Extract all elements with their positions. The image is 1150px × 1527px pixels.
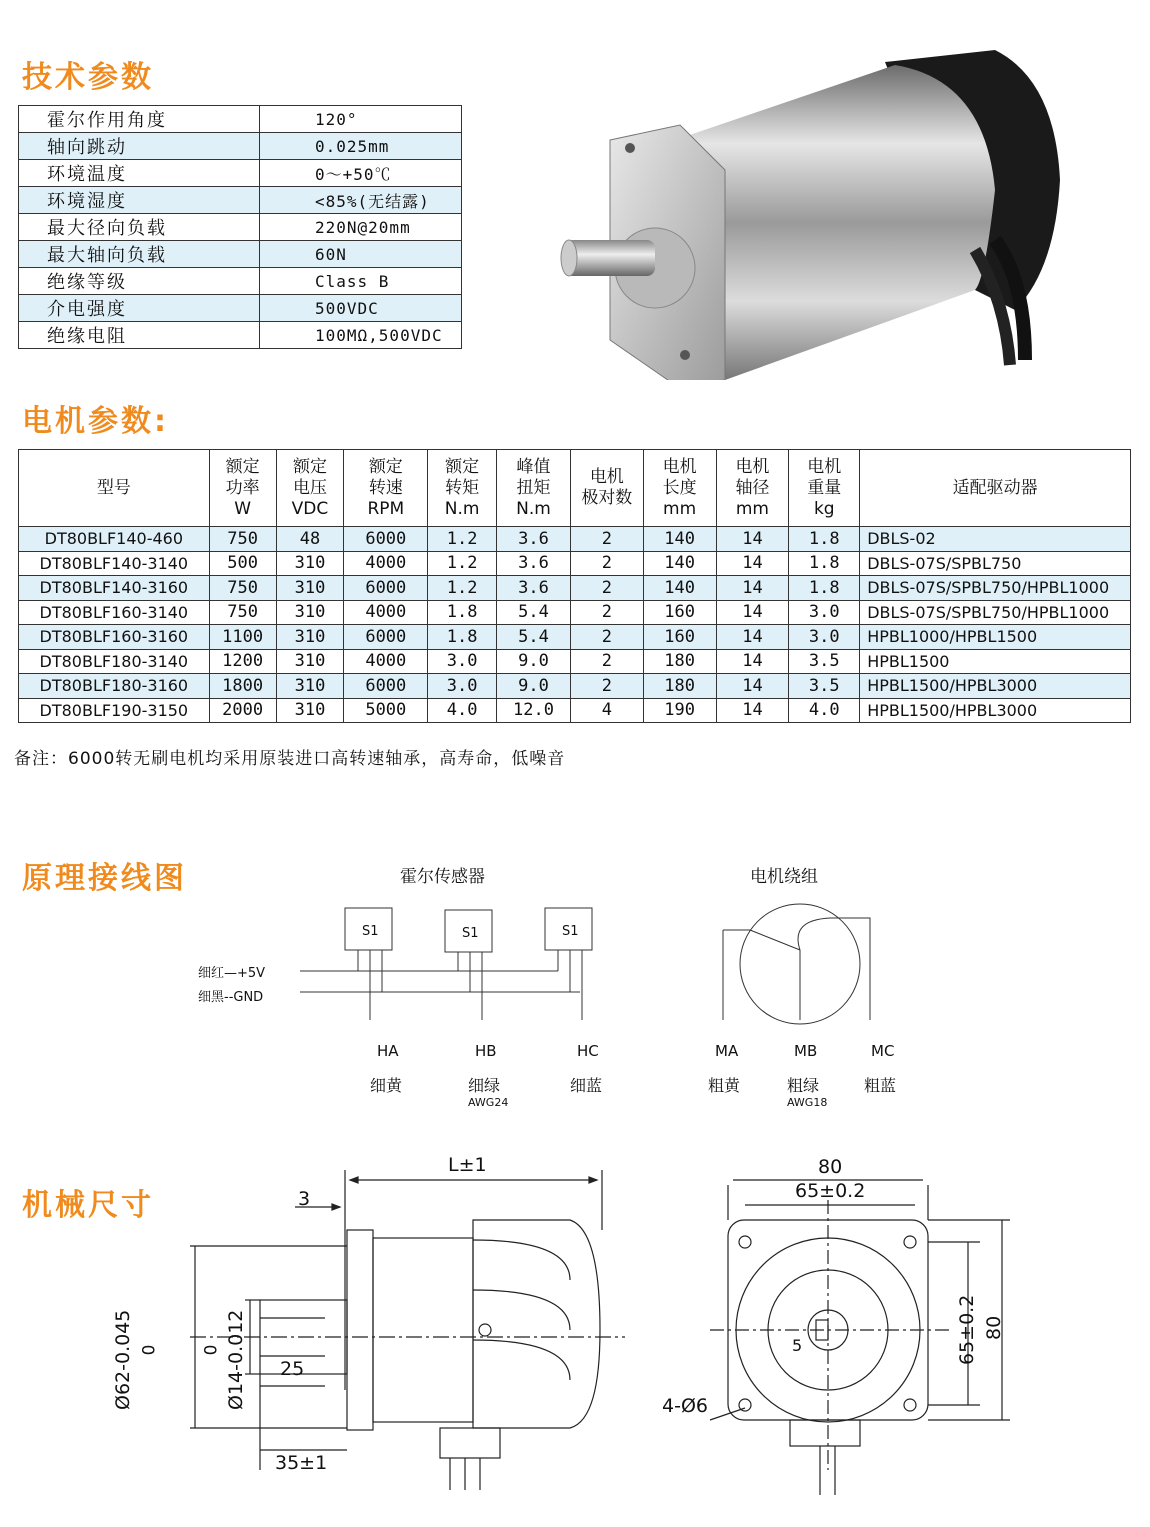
motor-cell: 5.4 xyxy=(497,625,571,650)
tech-params-table xyxy=(18,105,462,349)
motor-header-line: N.m xyxy=(516,498,551,519)
motor-cell: 1.8 xyxy=(789,576,860,601)
motor-cell: 14 xyxy=(716,551,789,576)
motor-cell: 5.4 xyxy=(497,600,571,625)
motor-terminal-code: MB xyxy=(794,1042,818,1060)
motor-header-line: kg xyxy=(813,498,835,519)
motor-cell: DT80BLF140-3140 xyxy=(19,551,210,576)
motor-shaft xyxy=(565,240,655,276)
motor-row xyxy=(19,649,1131,674)
motor-cell: 1.8 xyxy=(789,527,860,552)
motor-cell: 2 xyxy=(570,674,643,699)
motor-header-line: VDC xyxy=(291,498,329,519)
hall-sensor-title: 霍尔传感器 xyxy=(400,867,485,887)
motor-cell: 6000 xyxy=(344,576,428,601)
motor-cell: 14 xyxy=(716,649,789,674)
motor-cell: 3.6 xyxy=(497,576,571,601)
motor-header-line: 电机 xyxy=(807,456,842,477)
motor-cell: 3.5 xyxy=(789,649,860,674)
motor-header-cell xyxy=(497,450,571,527)
dim-shaft-dia-tol: 0 xyxy=(201,1344,222,1356)
tech-param-value: 500VDC xyxy=(260,295,462,322)
tech-param-name: 轴向跳动 xyxy=(19,133,260,160)
motor-cell: 1.2 xyxy=(428,551,497,576)
motor-cell: 5000 xyxy=(344,698,428,723)
dim-hole-pitch: 65±0.2 xyxy=(795,1180,866,1202)
motor-header-cell xyxy=(716,450,789,527)
motor-header-line: 功率 xyxy=(225,477,260,498)
motor-cell: 48 xyxy=(276,527,344,552)
tech-param-value: Class B xyxy=(260,268,462,295)
tech-param-name: 环境湿度 xyxy=(19,187,260,214)
motor-cell: 140 xyxy=(643,551,716,576)
motor-photo xyxy=(555,40,1075,380)
dim-key-width: 5 xyxy=(792,1336,803,1355)
side-view-drawing xyxy=(150,1150,630,1520)
motor-cell: 1.8 xyxy=(428,600,497,625)
motor-cell: DT80BLF140-460 xyxy=(19,527,210,552)
tech-param-name: 绝缘等级 xyxy=(19,268,260,295)
motor-cell: DT80BLF140-3160 xyxy=(19,576,210,601)
mech-title: 机械尺寸 xyxy=(22,1188,154,1223)
motor-cell: 190 xyxy=(643,698,716,723)
motor-cell: DT80BLF180-3160 xyxy=(19,674,210,699)
motor-cell: 1.8 xyxy=(789,551,860,576)
tech-param-name: 最大径向负载 xyxy=(19,214,260,241)
motor-header-cell xyxy=(276,450,344,527)
dim-shaft-length: 35±1 xyxy=(275,1452,328,1474)
motor-cell: 14 xyxy=(716,527,789,552)
motor-cell: HPBL1500 xyxy=(860,649,1131,674)
motor-cell: DT80BLF190-3150 xyxy=(19,698,210,723)
motor-cell: 4000 xyxy=(344,551,428,576)
tech-param-row xyxy=(19,322,462,349)
tech-param-name: 介电强度 xyxy=(19,295,260,322)
motor-cell: HPBL1500/HPBL3000 xyxy=(860,674,1131,699)
tech-param-row xyxy=(19,241,462,268)
motor-header-line: N.m xyxy=(444,498,480,519)
motor-header-line: RPM xyxy=(367,498,405,519)
motor-cell: HPBL1000/HPBL1500 xyxy=(860,625,1131,650)
motor-header-cell xyxy=(643,450,716,527)
tech-param-row xyxy=(19,187,462,214)
motor-params-table xyxy=(18,449,1131,723)
hall-terminal-code: HB xyxy=(475,1042,497,1060)
motor-cell: 180 xyxy=(643,649,716,674)
motor-cell: 3.6 xyxy=(497,551,571,576)
tech-params-title: 技术参数 xyxy=(22,60,154,95)
dim-holes: 4-Ø6 xyxy=(662,1395,708,1417)
motor-cell: 2 xyxy=(570,625,643,650)
dim-flange-dia-tol: 0 xyxy=(139,1344,160,1356)
motor-cell: 310 xyxy=(276,674,344,699)
tech-param-row xyxy=(19,214,462,241)
tech-param-name: 环境温度 xyxy=(19,160,260,187)
tech-param-name: 霍尔作用角度 xyxy=(19,106,260,133)
motor-header-cell xyxy=(19,450,210,527)
motor-row xyxy=(19,551,1131,576)
motor-header-cell xyxy=(860,450,1131,527)
motor-header-line: 轴径 xyxy=(735,477,770,498)
tech-param-row xyxy=(19,160,462,187)
motor-row xyxy=(19,625,1131,650)
motor-cell: 9.0 xyxy=(497,649,571,674)
tech-param-row xyxy=(19,295,462,322)
hall-terminal-color: 细绿 xyxy=(468,1076,501,1095)
motor-header-line: 转矩 xyxy=(445,477,480,498)
tech-param-value: 60N xyxy=(260,241,462,268)
motor-cell: 14 xyxy=(716,625,789,650)
dim-width: 80 xyxy=(818,1156,843,1178)
motor-row xyxy=(19,600,1131,625)
motor-terminal-awg: AWG18 xyxy=(787,1096,828,1109)
motor-cell: 1.8 xyxy=(428,625,497,650)
motor-cell: 310 xyxy=(276,625,344,650)
motor-params-title: 电机参数: xyxy=(22,404,169,439)
motor-cell: 9.0 xyxy=(497,674,571,699)
dim-shaft-dia: Ø14-0.012 xyxy=(225,1309,247,1410)
motor-header-cell xyxy=(344,450,428,527)
tech-param-row xyxy=(19,106,462,133)
tech-param-row xyxy=(19,268,462,295)
motor-cell: 6000 xyxy=(344,674,428,699)
motor-cell: DBLS-07S/SPBL750 xyxy=(860,551,1131,576)
tech-param-value: <85%(无结露) xyxy=(260,187,462,214)
dim-length: L±1 xyxy=(448,1154,487,1176)
motor-cell: 2 xyxy=(570,649,643,674)
motor-cell: 1800 xyxy=(209,674,276,699)
motor-cell: 310 xyxy=(276,698,344,723)
motor-header-line: 电机 xyxy=(589,467,624,487)
motor-cell: 750 xyxy=(209,576,276,601)
dim-flange-dia: Ø62-0.045 xyxy=(112,1309,134,1410)
motor-cell: 1.2 xyxy=(428,576,497,601)
motor-row xyxy=(19,576,1131,601)
motor-cell: DT80BLF160-3160 xyxy=(19,625,210,650)
motor-header-cell xyxy=(789,450,860,527)
sensor-label-2: S1 xyxy=(462,926,479,941)
motor-cell: 3.0 xyxy=(428,649,497,674)
motor-header-line: 型号 xyxy=(96,477,131,498)
motor-cell: DT80BLF160-3140 xyxy=(19,600,210,625)
motor-header-line: 长度 xyxy=(662,477,697,498)
motor-cell: 6000 xyxy=(344,527,428,552)
wiring-title: 原理接线图 xyxy=(22,861,187,896)
motor-terminal-color: 粗绿 xyxy=(787,1076,820,1095)
motor-terminal-color: 粗蓝 xyxy=(864,1076,897,1095)
motor-header-line: 极对数 xyxy=(581,488,633,508)
motor-header-line: 额定 xyxy=(292,456,327,477)
dim-key-length: 25 xyxy=(280,1358,305,1380)
motor-cell: DBLS-07S/SPBL750/HPBL1000 xyxy=(860,576,1131,601)
hall-terminal-color: 细蓝 xyxy=(570,1076,603,1095)
motor-cell: 140 xyxy=(643,576,716,601)
motor-row xyxy=(19,527,1131,552)
motor-cell: 160 xyxy=(643,600,716,625)
motor-cell: 1200 xyxy=(209,649,276,674)
motor-cell: 4000 xyxy=(344,600,428,625)
motor-cell: 3.6 xyxy=(497,527,571,552)
note: 备注：6000转无刷电机均采用原装进口高转速轴承，高寿命，低噪音 xyxy=(14,749,566,769)
motor-cell: 160 xyxy=(643,625,716,650)
motor-cell: HPBL1500/HPBL3000 xyxy=(860,698,1131,723)
motor-cell: 310 xyxy=(276,600,344,625)
motor-header-line: mm xyxy=(735,498,769,519)
motor-header-line: 额定 xyxy=(368,456,403,477)
motor-cell: 500 xyxy=(209,551,276,576)
dim-flange-gap: 3 xyxy=(298,1188,311,1210)
motor-cell: 4.0 xyxy=(428,698,497,723)
motor-cell: 310 xyxy=(276,649,344,674)
motor-cell: 750 xyxy=(209,527,276,552)
motor-cell: 1100 xyxy=(209,625,276,650)
motor-cell: DBLS-02 xyxy=(860,527,1131,552)
tech-param-name: 最大轴向负载 xyxy=(19,241,260,268)
motor-terminal-code: MC xyxy=(871,1042,895,1060)
tech-param-name: 绝缘电阻 xyxy=(19,322,260,349)
motor-cell: DT80BLF180-3140 xyxy=(19,649,210,674)
motor-winding-title: 电机绕组 xyxy=(750,867,818,887)
motor-cell: 4.0 xyxy=(789,698,860,723)
motor-cell: 14 xyxy=(716,674,789,699)
motor-header-line: 电机 xyxy=(735,456,770,477)
motor-header-cell xyxy=(209,450,276,527)
sensor-label-1: S1 xyxy=(362,924,379,939)
motor-header-line: 峰值 xyxy=(516,456,551,477)
motor-cell: 3.0 xyxy=(428,674,497,699)
hall-terminal-code: HC xyxy=(577,1042,599,1060)
motor-header-line: 适配驱动器 xyxy=(952,477,1038,498)
tech-param-row xyxy=(19,133,462,160)
motor-cell: 14 xyxy=(716,698,789,723)
motor-cell: 2 xyxy=(570,527,643,552)
motor-cell: 14 xyxy=(716,576,789,601)
motor-terminal-color: 粗黄 xyxy=(708,1076,741,1095)
dim-side-width: 80 xyxy=(983,1315,1005,1340)
motor-header-line: 额定 xyxy=(225,456,260,477)
side-endcap xyxy=(473,1220,600,1428)
motor-row xyxy=(19,698,1131,723)
dim-side-pitch: 65±0.2 xyxy=(956,1294,978,1365)
motor-cell: 6000 xyxy=(344,625,428,650)
motor-cell: 2 xyxy=(570,551,643,576)
motor-header-line: 额定 xyxy=(445,456,480,477)
motor-cell: 3.0 xyxy=(789,600,860,625)
sensor-label-3: S1 xyxy=(562,924,579,939)
motor-cell: 12.0 xyxy=(497,698,571,723)
hall-terminal-awg: AWG24 xyxy=(468,1096,509,1109)
motor-cell: 4000 xyxy=(344,649,428,674)
motor-cell: 3.0 xyxy=(789,625,860,650)
motor-header-cell xyxy=(570,450,643,527)
motor-cell: 14 xyxy=(716,600,789,625)
motor-cell: 1.2 xyxy=(428,527,497,552)
tech-param-value: 0.025mm xyxy=(260,133,462,160)
motor-cell: 2 xyxy=(570,600,643,625)
motor-header-line: 扭矩 xyxy=(516,477,551,498)
motor-header-line: mm xyxy=(663,498,697,519)
side-flange xyxy=(347,1230,373,1430)
tech-param-value: 220N@20mm xyxy=(260,214,462,241)
motor-header-line: W xyxy=(234,498,251,519)
wire-red-label: 细红—+5V xyxy=(198,966,266,981)
motor-header-line: 电机 xyxy=(662,456,697,477)
tech-param-value: 100MΩ,500VDC xyxy=(260,322,462,349)
motor-header-line: 电压 xyxy=(292,477,327,498)
motor-cell: 310 xyxy=(276,576,344,601)
motor-cell: 3.5 xyxy=(789,674,860,699)
motor-cell: 4 xyxy=(570,698,643,723)
wire-black-label: 细黑--GND xyxy=(198,990,264,1005)
motor-cell: 180 xyxy=(643,674,716,699)
motor-cell: 2 xyxy=(570,576,643,601)
motor-cell: 140 xyxy=(643,527,716,552)
motor-cell: 2000 xyxy=(209,698,276,723)
motor-cell: 310 xyxy=(276,551,344,576)
hall-terminal-code: HA xyxy=(377,1042,399,1060)
motor-cell: 750 xyxy=(209,600,276,625)
motor-cell: DBLS-07S/SPBL750/HPBL1000 xyxy=(860,600,1131,625)
motor-row xyxy=(19,674,1131,699)
motor-header-line: 转速 xyxy=(368,477,403,498)
tech-param-value: 120° xyxy=(260,106,462,133)
hall-terminal-color: 细黄 xyxy=(370,1076,403,1095)
motor-terminal-code: MA xyxy=(715,1042,739,1060)
motor-header-line: 重量 xyxy=(807,477,842,498)
tech-param-value: 0～+50℃ xyxy=(260,160,462,187)
motor-header-cell xyxy=(428,450,497,527)
